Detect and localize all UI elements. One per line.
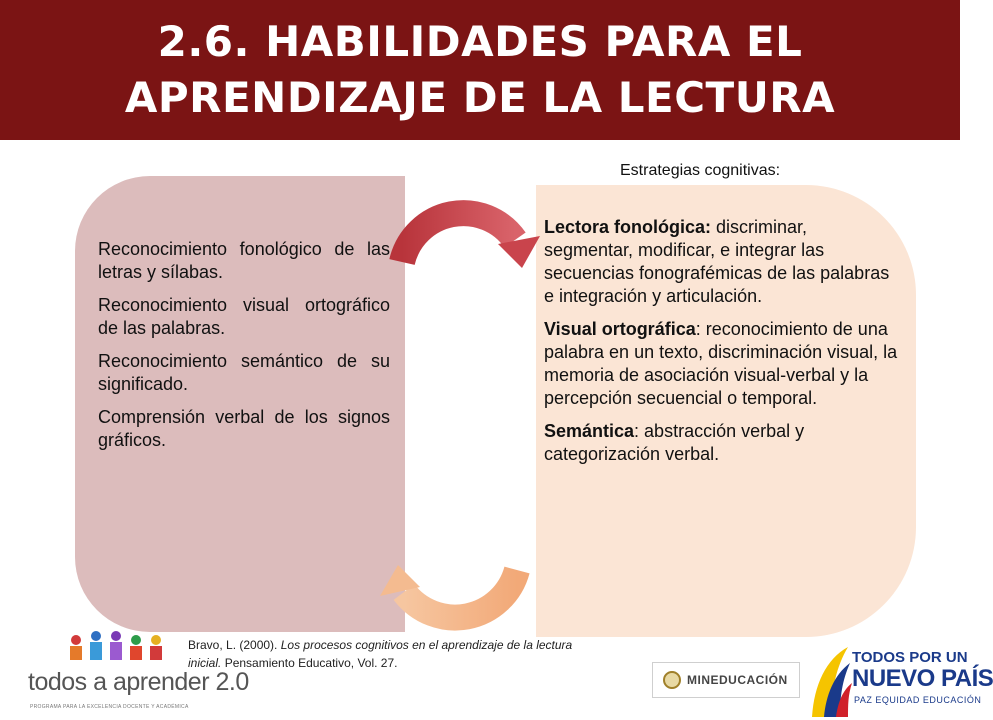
citation-source: Pensamiento Educativo, Vol. 27.	[221, 656, 398, 670]
slide-title-line-1: 2.6. HABILIDADES PARA EL	[157, 17, 803, 66]
strategy-phonological-text: discriminar, segmentar, modificar, e integrar las secuencias fonografémicas de las palabras e integración y articulación.	[544, 217, 890, 306]
skill-visual-orthographic: Reconocimiento visual ortográfico de las palabras.	[98, 295, 390, 338]
reference-citation	[188, 636, 588, 672]
skill-phonological: Reconocimiento fonológico de las letras y sílabas.	[98, 239, 390, 282]
flag-swoosh-icon	[808, 645, 852, 720]
pais-line-3: PAZ EQUIDAD EDUCACIÓN	[854, 695, 982, 705]
strategy-visual-text: : reconocimiento de una palabra en un texto, discriminación visual, la memoria de asociación visual-verbal y la percepción secuencial o temporal.	[544, 319, 898, 408]
slide-title-line-2: APRENDIZAJE DE LA LECTURA	[124, 73, 836, 122]
skill-semantic: Reconocimiento semántico de su significado.	[98, 351, 390, 394]
strategy-phonological-term: Lectora fonológica:	[544, 217, 712, 237]
todos-tagline: PROGRAMA PARA LA EXCELENCIA DOCENTE Y ACADÉMICA	[30, 704, 189, 710]
strategy-visual-term: Visual ortográfica	[544, 319, 696, 339]
bottom-cycle-arrow-icon	[380, 565, 517, 618]
skill-verbal-comprehension: Comprensión verbal de los signos gráficos.	[98, 407, 390, 450]
mineducacion-logo	[652, 662, 800, 698]
colombia-seal-icon	[663, 671, 681, 689]
todos-brand-text: todos a aprender 2.0	[28, 668, 249, 696]
top-cycle-arrow-icon	[402, 213, 540, 268]
figures-icon	[66, 628, 196, 668]
nuevo-pais-logo	[808, 645, 993, 720]
strategies-label: Estrategias cognitivas:	[620, 162, 781, 179]
pais-line-2: NUEVO PAÍS	[852, 665, 993, 692]
citation-author: Bravo, L. (2000).	[188, 638, 281, 652]
strategy-semantic-text: : abstracción verbal y categorización verbal.	[544, 421, 805, 464]
citation-title: Los procesos cognitivos en el aprendizaje de la lectura inicial.	[188, 638, 573, 670]
strategy-semantic-term: Semántica	[544, 421, 635, 441]
pais-line-1: TODOS POR UN	[852, 649, 968, 666]
mineducacion-text: MINEDUCACIÓN	[687, 673, 788, 687]
